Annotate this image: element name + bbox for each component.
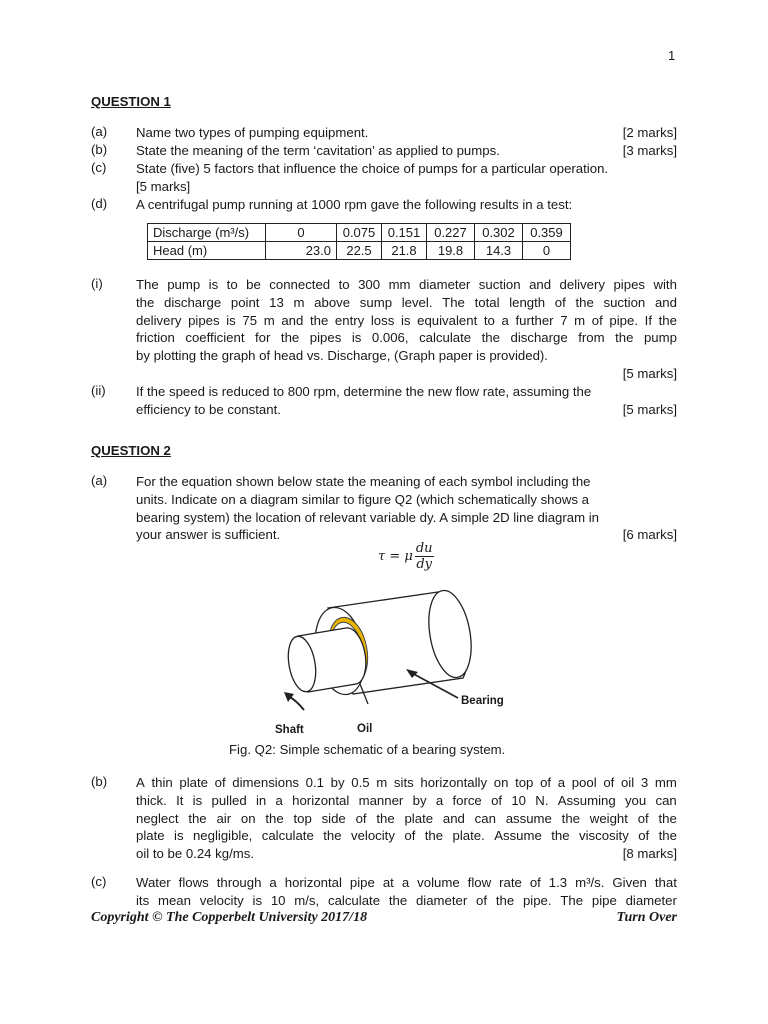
q2-a-line: For the equation shown below state the meaning of each symbol including the [136,474,591,489]
head-header: Head (m) [148,242,266,260]
table-cell: 0.227 [427,224,475,242]
table-row-head [148,242,571,260]
q1-i-line: the discharge point 13 m above sump level. The total length of the suction and [136,294,677,310]
q2-b-line: plate is negligible, calculate the velocity of the plate. Assume the viscosity of the [136,828,677,844]
table-cell: 0 [266,224,337,242]
q2-c-line: Water flows through a horizontal pipe at a volume flow rate of 1.3 m³/s. Given that [136,875,677,890]
q1-i-line: friction coefficient for the pipes is 0.006, calculate the discharge from the pump [136,330,677,346]
q1-a-label: (a) [91,124,108,139]
q2-a-label: (a) [91,473,108,488]
bearing-label: Bearing [461,695,504,707]
table-cell: 0.151 [382,224,427,242]
shear-stress-equation [378,541,434,572]
bearing-system-figure [268,588,518,738]
q1-ii-line: If the speed is reduced to 800 rpm, determine the new flow rate, assuming the [136,384,592,399]
table-cell: 0 [523,242,571,260]
q1-i-line: delivery pipes is 75 m and the entry loss is equivalent to a further 7 m of pipe. If the [136,312,677,328]
shaft-label: Shaft [275,724,304,736]
table-cell: 14.3 [475,242,523,260]
equation-numerator: du [415,541,433,556]
discharge-header: Discharge (m³/s) [148,224,266,242]
q1-i-marks: [5 marks] [622,365,677,381]
q2-b-line: oil to be 0.24 kg/ms. [136,846,255,862]
shaft-arrow-head [284,692,294,702]
q2-a-marks: [6 marks] [622,527,677,543]
q1-ii-line: efficiency to be constant. [136,401,281,417]
q2-c-label: (c) [91,874,107,889]
table-cell: 0.302 [475,224,523,242]
q1-c-text: State (five) 5 factors that influence the choice of pumps for a particular operation. [136,161,609,176]
table-cell: 21.8 [382,242,427,260]
q1-ii-label: (ii) [91,383,106,398]
q1-ii-marks: [5 marks] [622,401,677,417]
q1-a-text: Name two types of pumping equipment. [136,125,369,140]
q2-a-line: bearing system) the location of relevant variable dy. A simple 2D line diagram in [136,509,600,525]
question-2-heading: QUESTION 2 [91,443,171,458]
q1-d-label: (d) [91,196,108,211]
question-1-heading: QUESTION 1 [91,94,171,109]
footer-turn-over: Turn Over [616,910,677,925]
q2-b-line: A thin plate of dimensions 0.1 by 0.5 m sits horizontally on top of a pool of oil 3 mm [136,775,677,790]
q2-b-line: neglect the air on the top side of the plate and can assume the weight of the [136,810,677,826]
q2-a-line: units. Indicate on a diagram similar to figure Q2 (which schematically shows a [136,491,589,507]
q1-b-marks: [3 marks] [622,143,677,158]
table-cell: 22.5 [337,242,382,260]
q1-i-line: by plotting the graph of head vs. Discharge, (Graph paper is provided). [136,348,548,364]
equation-lhs: τ = μ [378,549,413,564]
q1-a-marks: [2 marks] [622,125,677,140]
footer-copyright: Copyright © The Copperbelt University 2017/18 [91,910,368,925]
q1-b-label: (b) [91,142,108,157]
table-cell: 0.359 [523,224,571,242]
page-number: 1 [668,48,676,63]
q2-b-line: thick. It is pulled in a horizontal manner by a force of 10 N. Assuming you can [136,792,677,808]
q1-i-label: (i) [91,276,103,291]
q1-b-text: State the meaning of the term ‘cavitation’ as applied to pumps. [136,143,500,158]
q2-c-line: its mean velocity is 10 m/s, calculate the diameter of the pipe. The pipe diameter [136,892,677,908]
table-cell: 0.075 [337,224,382,242]
table-row-discharge [148,224,571,242]
table-cell: 19.8 [427,242,475,260]
q2-b-label: (b) [91,774,108,789]
q2-b-marks: [8 marks] [622,846,677,862]
oil-label: Oil [357,723,373,735]
table-cell: 23.0 [266,242,337,260]
figure-caption: Fig. Q2: Simple schematic of a bearing system. [229,742,506,757]
q1-d-text: A centrifugal pump running at 1000 rpm gave the following results in a test: [136,197,573,212]
pump-test-table [147,223,571,260]
q1-i-line: The pump is to be connected to 300 mm diameter suction and delivery pipes with [136,277,677,292]
q2-a-line: your answer is sufficient. [136,527,281,543]
q1-c-label: (c) [91,160,107,175]
equation-denominator: dy [416,557,432,572]
q1-c-marks: [5 marks] [136,178,191,194]
